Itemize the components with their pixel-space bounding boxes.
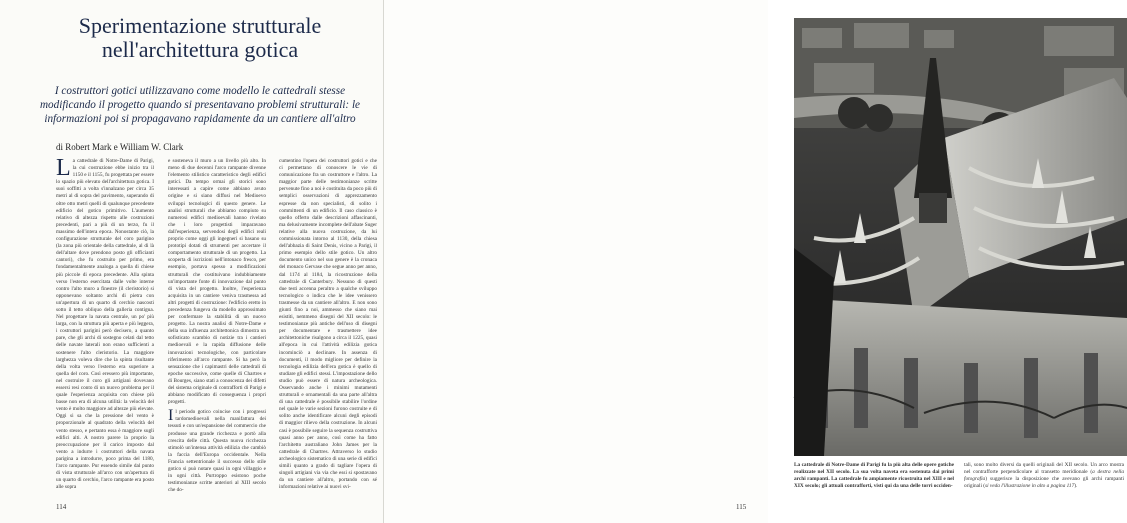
left-page (0, 0, 384, 523)
column-3-paragraph-1: cumentino l'opera dei costruttori gotici e che ci permettano di conoscere le vie di comunicazione fra un costruttore e l'altro. La maggior parte delle testimonianze scritte pervenute fino a noi è costituita da poco più di semplici osservazioni di apprezzamento espresse da non specialisti, di solito i committenti di un edificio. Il caso classico è quello offerto dalle descrizioni affascinanti, ma delusivamente incomplete dell'abate Suger relative alla nuova costruzione, da lui commissionata intorno al 1130, della chiesa dell'abbazia di Saint Denis, vicino a Parigi, il primo esempio dello stile gotico. Un altro documento unico nel suo genere è la cronaca del monaco Gervase che segue anno per anno, dal 1174 al 1184, la ricostruzione della cattedrale di Canterbury. Nessuno di questi due testi accenna peraltro a qualche sviluppo tecnologico o indica che le idee venissero trasmesse da un cantiere all'altro. E non sono giunti fino a noi, ammesso che siano mai esistiti, nemmeno disegni del XII secolo: le testimonianze più antiche dell'uso di disegni per documentare e trasmettere idee architettoniche risalgono a circa il 1225, quasi all'epoca in cui l'attività edilizia gotica incominciò a declinare. In assenza di documenti, il modo migliore per definire la tecnologia edilizia dell'era gotica è quello di studiare gli edifici stessi. L'impostazione dello studio può essere di natura archeologica. Osservando anche i minimi mutamenti strutturali e ornamentali da una parte all'altra di una cattedrale è possibile stabilire l'ordine nel quale le varie sezioni furono costruite e di solito anche identificare alcuni degli episodi di maggior rilievo della costruzione. In alcuni casi è possibile seguire la sequenza costruttiva quasi anno per anno, così come ha fatto l'architetto australiano John James per la cattedrale di Chartres. Attraverso lo studio archeologico sistematico di una serie di edifici simili quanto a grado di tagliare l'opera di singoli artigiani via via che essi si spostavano da un cantiere all'altro, portando con sé informazioni relative ai nuovi svi- (279, 158, 377, 491)
caption-italic-2: si veda l'illustrazione in alto a pagina 117 (985, 483, 1075, 489)
byline: di Robert Mark e William W. Clark (56, 142, 184, 152)
right-page (384, 0, 1124, 523)
title-line-2: nell'architettura gotica (101, 37, 299, 62)
column-1-text: a cattedrale di Notre-Dame di Parigi, la cui costruzione ebbe inizio tra il 1150 e il 1155, fu progettata per essere lo spazio più elevato dell'architettura gotica. I suoi soffitti a volta s'innalzano per circa 35 metri al di sopra del pavimento, superando di oltre otto metri quelli di qualunque precedente edificio del gotico primitivo. L'aumento relativo di altezza rispetto alle costruzioni precedenti, pari a più di un terzo, fu il massimo dell'intera epoca. Nonostante ciò, la configurazione strutturale del coro parigino (la zona più orientale della cattedrale, al di là dell'altare dove prendono posto gli officianti cantori), che fu costruito per primo, era fondamentalmente analoga a quella di chiese più piccole di epoca precedente. Alla spinta verso l'esterno esercitata dalle volte interne contro l'alto muro a finestre (il cleristorio) si opponevano soltanto archi di pietra con un'apertura di un quarto di cerchio nascosti sotto il tetto obliquo della galleria contigua. Nel progettare la navata centrale, un po' più larga, con la struttura più aperta e più leggera, i costruttori parigini però decisero, a quanto pare, che gli archi di sostegno celati dal tetto delle navate laterali non erano sufficienti a sostenere l'alto cleristorio. La maggiore larghezza voleva dire che la spinta risultante della volta verso l'esterno era superiore a quella del coro. Così eressero più importante, nel costruire il coro gli artigiani dovevano essersi resi conto di un nuovo problema per il quale l'esperienza acquisita con chiese più basse non era di alcuna utilità: la velocità del vento è molto maggiore ad altezze più elevate. Oggi si sa che la pressione del vento è proporzionale al quadrato della velocità del vento stesso, e pertanto essa è maggiore sugli edifici alti. A nostro parere la proprio la preoccupazione per il carico imposto dal vento a indurre i costruttori della navata parigina a introdurre, poco prima del 1180, l'arco rampante. Pur essendo simile dal punto di vista strutturale all'arco con un'apertura di un quarto di cerchio, l'arco rampante era posto alle sopra (56, 158, 154, 491)
caption-text-2: ) suggerisce la disposizione che avevano gli archi rampanti originali ( (964, 476, 1124, 489)
photo-caption-part-2 (964, 462, 1124, 490)
drop-cap-2: I (168, 407, 174, 425)
caption-text-1: tali, sono molto diversi da quelli originali del XII secolo. Un arco mostra nel contrafforte perpendicolare al transetto meridionale ( (964, 462, 1124, 475)
article-title (30, 14, 370, 62)
page-number-left: 114 (56, 503, 67, 511)
photo-caption-part-1 (794, 462, 954, 490)
column-2-paragraph-1: e sosteneva il muro a un livello più alto. In meno di due decenni l'arco rampante divenne l'elemento stilistico caratteristico degli edifici gotici. Da tempo ormai gli storici sono interessati a capire come abbiano avuto origine e si siano diffusi nel Medioevo sviluppi tecnologici di questo genere. Le analisi strutturali che abbiamo compiuto su numerosi edifici medioevali hanno rivelato che i loro progettisti imparavano dall'esperienza, servendosi degli edifici reali proprio come oggi gli ingegneri si basano su prototipi dotati di strumenti per accertare il comportamento strutturale di un progetto. La scoperta di iscrizioni nell'intonaco fresco, per esempio, portava spesso a modificazioni strutturali che costituivano indubbiamente un'importante fonte di innovazione dal punto di vista del progetto. Inoltre, l'esperienza acquisita in un cantiere veniva trasmessa ad altri progetti di costruzione: l'edificio eretto in precedenza fungeva da modello approssimato per confermare la stabilità di un nuovo progetto. La nostra analisi di Notre-Dame e della sua influenza architettonica dimostra un sofisticato scambio di notizie tra i cantieri medioevali e la rapida diffusione delle innovazioni tecnologiche, con particolare riferimento all'arco rampante. Si ha però la sensazione che i capimastri delle cattedrali di epoche successive, come quelle di Chartres e di Bourges, siano stati a conoscenza dei difetti del sistema originale di contrafforti di Parigi e abbiano modificato di conseguenza i propri progetti. (168, 158, 266, 406)
article-deck: I costruttori gotici utilizzavano come modello le cattedrali stesse modificando il progetto quando si presentavano problemi strutturali: le informazioni poi si propagavano rapidamente da un cantiere all'altro (39, 85, 361, 126)
text-column-2 (168, 158, 266, 508)
caption-bold-text: La cattedrale di Notre-Dame di Parigi fu la più alta delle opere gotiche realizzate nel XII secolo. La sua volta naveta era sostenuta dai primi archi rampanti. La cattedrale fu ampiamente ricostruita nel XIII e nel XIX secolo; gli attuali contrafforti, visti qui da una delle torri occiden- (794, 462, 954, 489)
column-2-paragraph-2: l periodo gotico coincise con i progressi tardomedioevali nella manifattura dei tessuti e con un'espansione del commercio che produsse una grande ricchezza e portò alla crescita delle città. Questa nuova ricchezza stimolò un'intensa attività edilizia che cambiò la faccia dell'Europa occidentale. Nella Francia settentrionale il successo dello stile gotico si può notare quasi in ogni villaggio e in ogni città. Purtroppo esistono poche testimonianze scritte anteriori al XIII secolo che do- (168, 409, 266, 494)
text-column-3 (279, 158, 377, 508)
notre-dame-aerial-photo (794, 18, 1127, 456)
text-column-1 (56, 155, 154, 508)
title-line-1: Sperimentazione strutturale (78, 13, 322, 38)
drop-cap: L (56, 155, 71, 181)
caption-italic-1: a destra nella fotografia (964, 469, 1124, 482)
page-number-right: 115 (736, 503, 747, 511)
caption-text-3: ). (1074, 483, 1078, 489)
